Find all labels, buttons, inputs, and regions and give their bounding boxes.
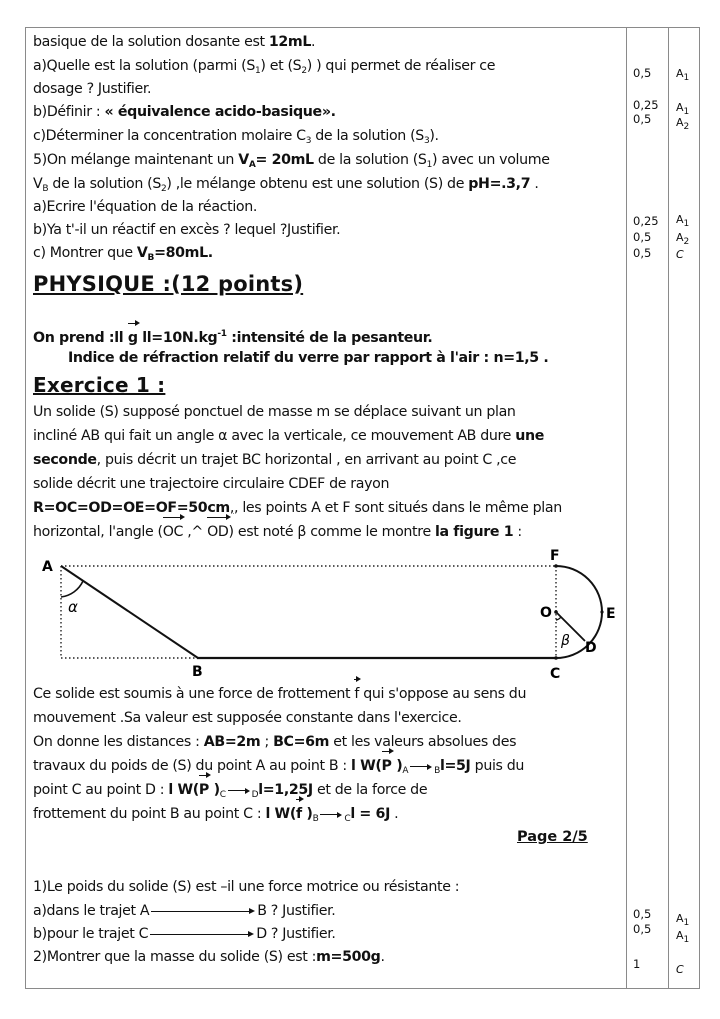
- ex1-work-weight-ab: travaux du poids de (S) du point A au point B : l W(P )$_A$ $_B$l=5J puis du: [33, 754, 524, 783]
- svg-text:D: D: [585, 640, 597, 656]
- arrow-icon: [151, 906, 255, 916]
- ex1-question-1a: a)dans le trajet A B ? Justifier.: [33, 903, 336, 919]
- given-refraction-index: Indice de réfraction relatif du verre par rapport à l'air : n=1,5 .: [68, 350, 549, 366]
- chem-question-c: c)Déterminer la concentration molaire $C_3$ de la solution $(S_3)$.: [33, 128, 439, 146]
- competence-label: $A_2$: [676, 231, 690, 247]
- competence-label: $A_1$: [676, 213, 690, 229]
- figure-1-trajectory-diagram: [30, 545, 620, 680]
- mark-value: 0,5: [633, 907, 652, 921]
- g-vector: g: [128, 326, 138, 350]
- ex1-para-line-3: seconde, puis décrit un trajet BC horizontal , en arrivant au point C ,ce: [33, 452, 517, 468]
- mark-value: 0,5: [633, 66, 652, 80]
- ex1-para-line-6: horizontal, l'angle (OC ,^ OD) est noté β comme le montre la figure 1 :: [33, 520, 522, 544]
- ex1-para-line-4: solide décrit une trajectoire circulaire CDEF de rayon: [33, 476, 390, 492]
- competence-label: $A_1$: [676, 929, 690, 945]
- page-number: Page 2/5: [517, 829, 588, 845]
- ex1-work-weight-cd: point C au point D : l W(P )$_C$ $_D$l=1,25J et de la force de: [33, 778, 427, 807]
- svg-text:F: F: [550, 548, 560, 564]
- svg-text:O: O: [540, 605, 552, 621]
- ex1-work-friction-bc: frottement du point B au point C : l W(f )$_B$ $_C$l = 6J .: [33, 802, 398, 831]
- arrow-icon: [410, 761, 432, 771]
- mark-value: 0,5: [633, 922, 652, 936]
- competence-column-divider: [668, 27, 669, 989]
- arrow-icon: [320, 809, 342, 819]
- mark-value: 0,25: [633, 98, 659, 112]
- given-gravity: On prend :ll g $ll=10N.kg^{-1}$ :intensité de la pesanteur.: [33, 322, 432, 350]
- competence-label: $A_2$: [676, 116, 690, 132]
- competence-label: $A_1$: [676, 912, 690, 928]
- competence-label: $A_1$: [676, 101, 690, 117]
- svg-text:C: C: [550, 666, 561, 680]
- ex1-para-line-2: incliné AB qui fait un angle α avec la verticale, ce mouvement AB dure une: [33, 428, 545, 444]
- ex1-friction-line-1: Ce solide est soumis à une force de frottement f qui s'oppose au sens du: [33, 682, 526, 706]
- svg-text:A: A: [42, 559, 53, 575]
- svg-text:E: E: [606, 606, 616, 622]
- mark-value: 0,25: [633, 214, 659, 228]
- svg-text:β: β: [561, 633, 570, 649]
- competence-label: C: [676, 963, 684, 976]
- arrow-icon: [228, 785, 250, 795]
- competence-label: C: [676, 248, 684, 261]
- chem-question-b: b)Définir : « équivalence acido-basique».: [33, 104, 336, 120]
- chem-question-a: a)Quelle est la solution (parmi $(S_1)$ et $(S_2)$ ) qui permet de réaliser ce: [33, 58, 496, 76]
- ex1-friction-line-2: mouvement .Sa valeur est supposée constante dans l'exercice.: [33, 710, 462, 726]
- chem-question-5b: b)Ya t'-il un réactif en excès ? lequel ?Justifier.: [33, 222, 341, 238]
- chem-question-5c: c) Montrer que $V_B=80mL$.: [33, 245, 213, 263]
- ex1-question-2: 2)Montrer que la masse du solide (S) est :m=500g.: [33, 949, 385, 965]
- arrow-icon: [150, 929, 254, 939]
- physique-title: PHYSIQUE :(12 points): [33, 272, 304, 296]
- ex1-para-line-5: R=OC=OD=OE=OF=50cm,, les points A et F sont situés dans le même plan: [33, 500, 562, 516]
- marks-column-divider: [626, 27, 627, 989]
- ex1-para-line-1: Un solide (S) supposé ponctuel de masse m se déplace suivant un plan: [33, 404, 516, 420]
- ex1-question-1: 1)Le poids du solide (S) est –il une force motrice ou résistante :: [33, 879, 460, 895]
- chem-question-5a: a)Ecrire l'équation de la réaction.: [33, 199, 258, 215]
- exercice-1-title: Exercice 1 :: [33, 373, 166, 397]
- svg-text:α: α: [68, 598, 78, 616]
- chem-question-5-line2: $V_B$ de la solution $(S_2)$ ,le mélange obtenu est une solution (S) de pH=.3,7 .: [33, 176, 539, 194]
- chem-line-1: basique de la solution dosante est 12mL.: [33, 34, 316, 50]
- ex1-given-distances: On donne les distances : AB=2m ; BC=6m et les valeurs absolues des: [33, 734, 517, 750]
- chem-question-a-line2: dosage ? Justifier.: [33, 81, 152, 97]
- mark-value: 1: [633, 957, 641, 971]
- competence-label: $A_1$: [676, 67, 690, 83]
- ex1-question-1b: b)pour le trajet C D ? Justifier.: [33, 926, 336, 942]
- mark-value: 0,5: [633, 112, 652, 126]
- mark-value: 0,5: [633, 230, 652, 244]
- svg-text:B: B: [192, 664, 203, 680]
- chem-question-5: 5)On mélange maintenant un $V_A= 20mL$ de la solution $(S_1)$ avec un volume: [33, 152, 550, 170]
- mark-value: 0,5: [633, 246, 652, 260]
